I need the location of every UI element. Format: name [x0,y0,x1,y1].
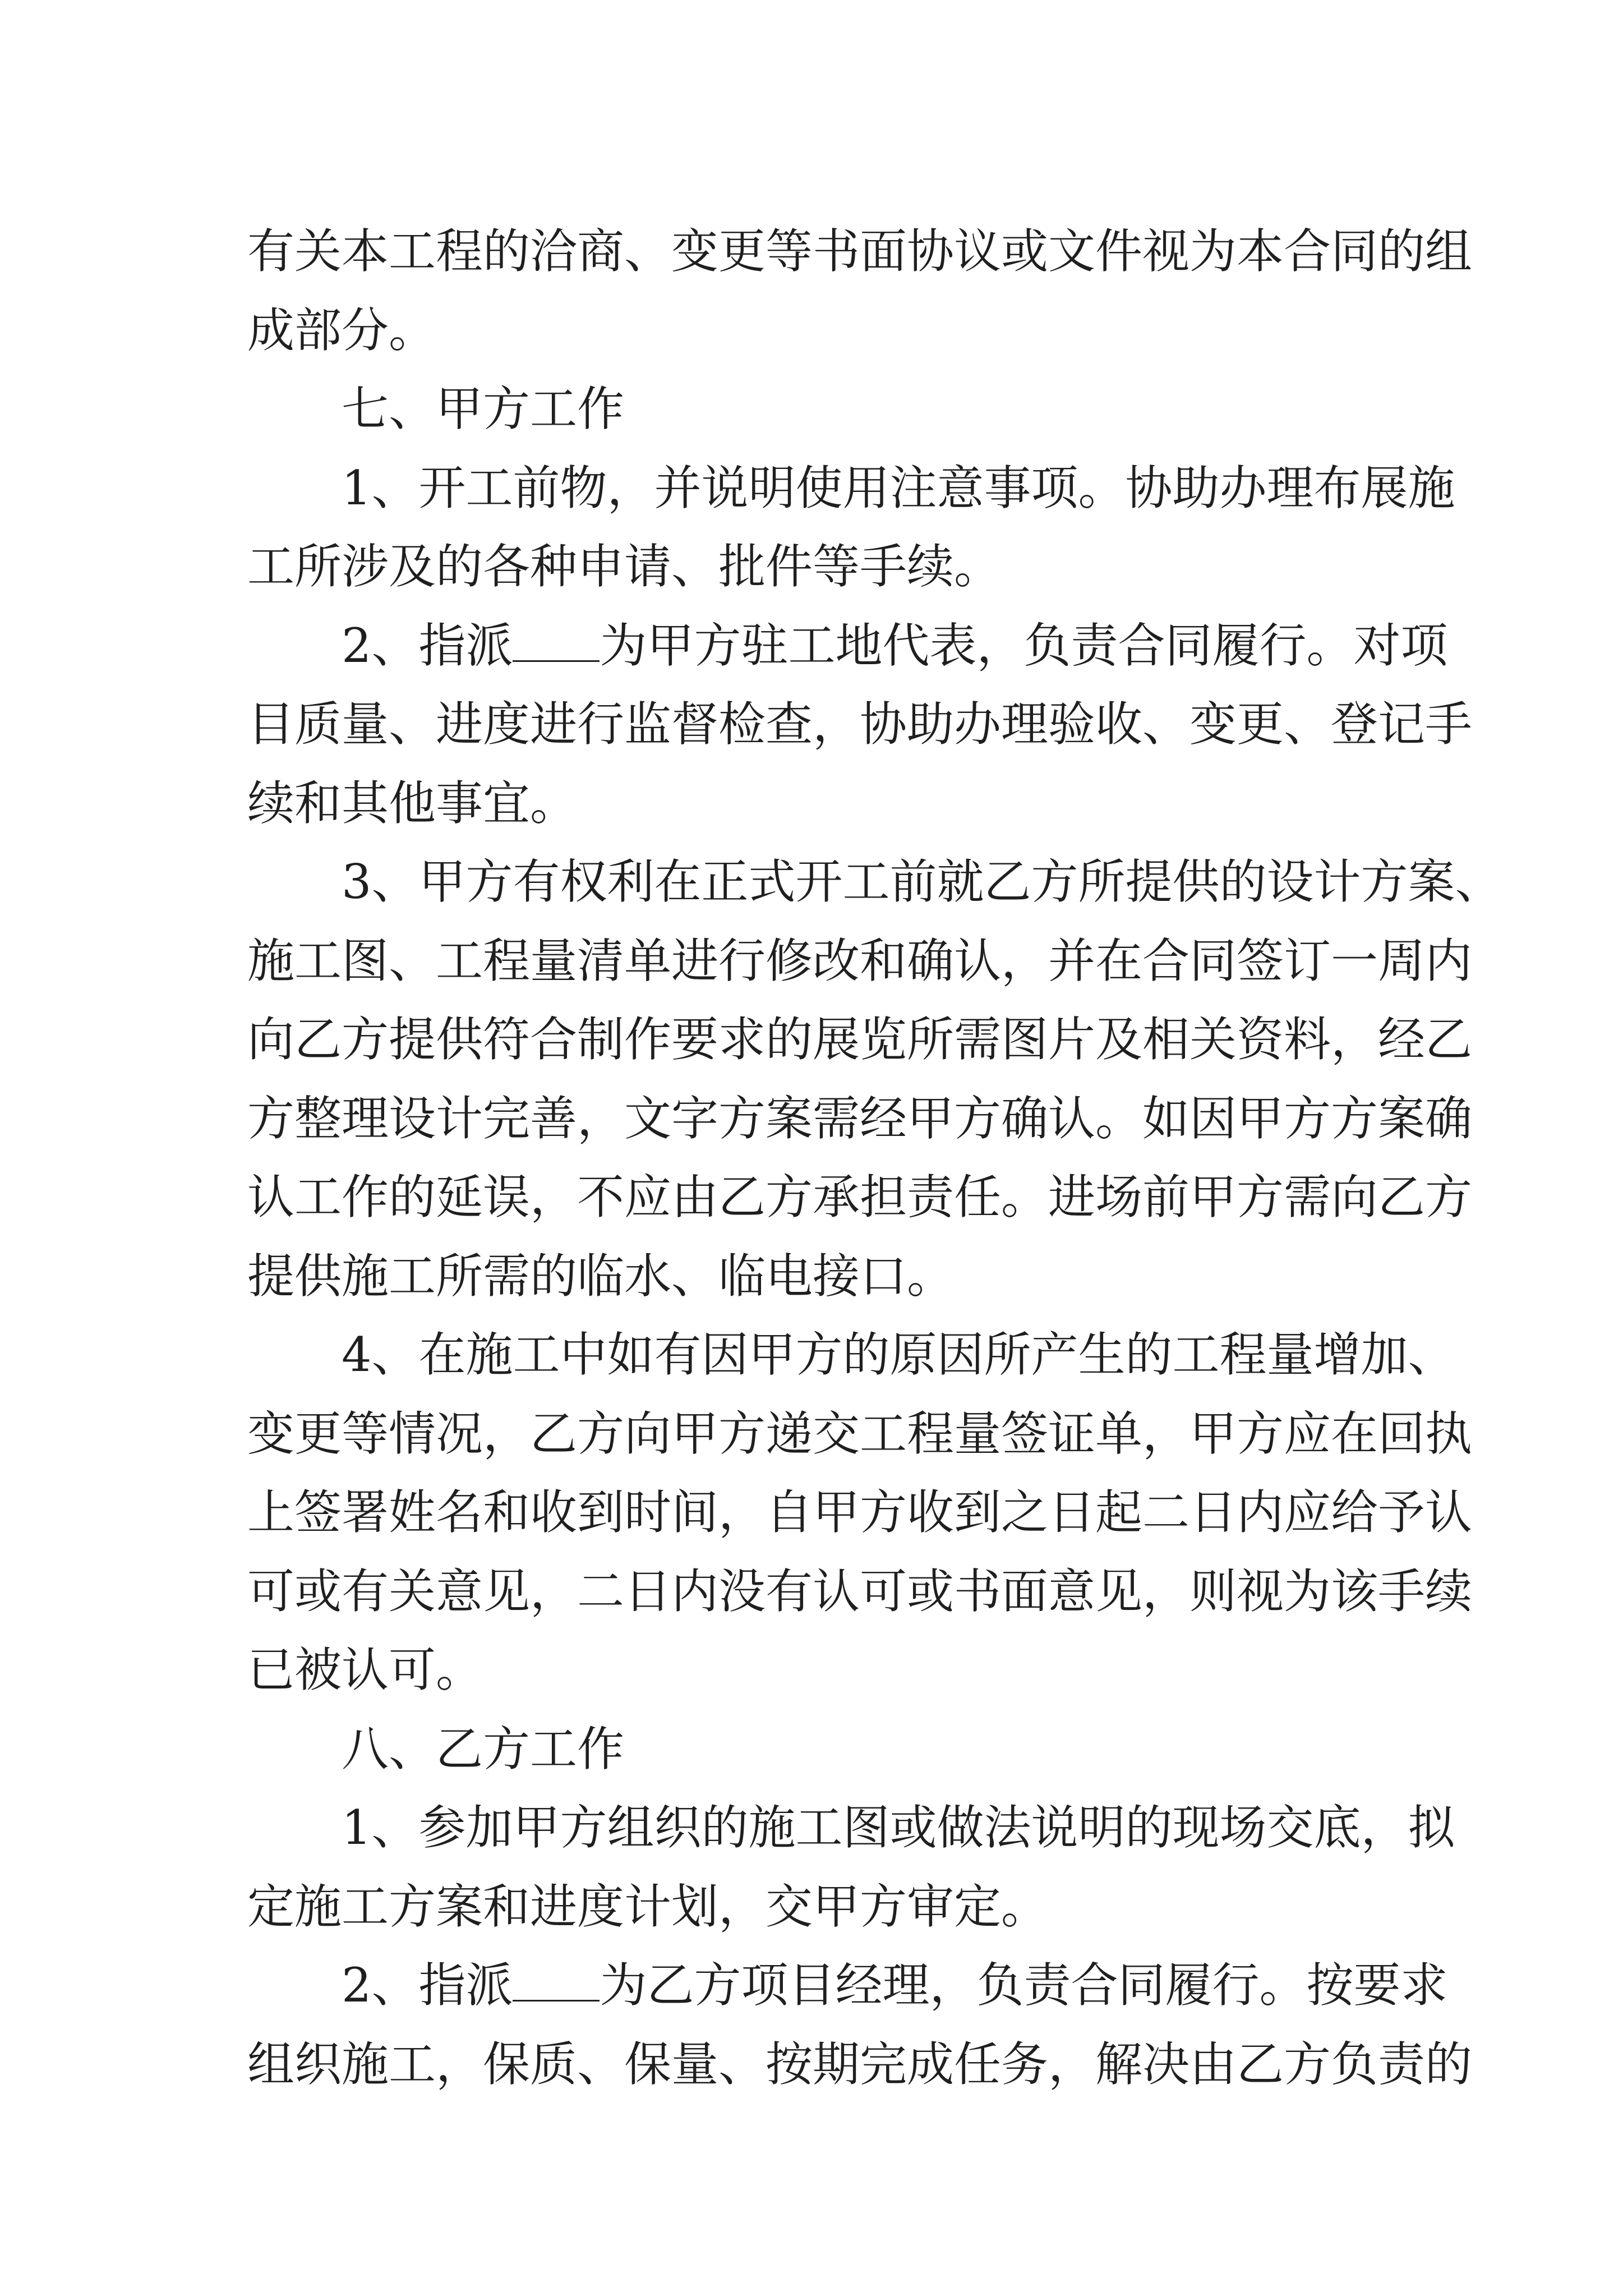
document-body [247,212,1502,2104]
text-line: 认工作的延误，不应由乙方承担责任。进场前甲方需向乙方 [247,1170,1473,1225]
text-segment: 为甲方驻工地代表，负责合同履行。对项 [600,618,1448,673]
text-segment: 为乙方项目经理，负责合同履行。按要求 [600,1958,1448,2013]
text-line: 续和其他事宜。 [247,775,578,831]
text-line: 变更等情况，乙方向甲方递交工程量签证单，甲方应在回执 [247,1406,1473,1461]
fill-in-blank [513,1961,600,2001]
text-line [247,606,1448,685]
paragraph-8-1 [247,1788,1455,1946]
paragraph-7-2 [247,606,1473,843]
text-line: 已被认可。 [247,1642,483,1697]
text-segment: 2、指派 [342,618,513,673]
section-heading-8 [247,1710,1386,1789]
text-line: 向乙方提供符合制作要求的展览所需图片及相关资料，经乙 [247,1012,1473,1067]
paragraph-7-3 [247,843,1502,1315]
text-line: 1、参加甲方组织的施工图或做法说明的现场交底，拟 [342,1800,1455,1855]
section-heading-text: 八、乙方工作 [342,1721,625,1777]
text-line: 3、甲方有权利在正式开工前就乙方所提供的设计方案、 [342,854,1502,909]
fill-in-blank [513,621,600,662]
text-line: 施工图、工程量清单进行修改和确认，并在合同签订一周内 [247,933,1473,988]
text-line: 有关本工程的洽商、变更等书面协议或文件视为本合同的组 [247,224,1473,279]
text-line: 1、开工前物，并说明使用注意事项。协助办理布展施 [342,460,1455,516]
text-line: 工所涉及的各种申请、批件等手续。 [247,539,1002,594]
text-line: 目质量、进度进行监督检查，协助办理验收、变更、登记手 [247,697,1473,752]
text-line: 4、在施工中如有因甲方的原因所产生的工程量增加、 [342,1327,1455,1382]
text-line [247,1946,1448,2025]
section-heading-7 [247,370,1386,449]
paragraph-8-2 [247,1946,1473,2104]
text-line: 方整理设计完善，文字方案需经甲方确认。如因甲方方案确 [247,1091,1473,1146]
text-line: 定施工方案和进度计划，交甲方审定。 [247,1879,1049,1934]
paragraph-7-1 [247,449,1455,606]
text-segment: 2、指派 [342,1958,513,2013]
paragraph-intro [247,212,1473,370]
text-line: 组织施工，保质、保量、按期完成任务，解决由乙方负责的 [247,2036,1473,2092]
text-line: 可或有关意见，二日内没有认可或书面意见，则视为该手续 [247,1563,1473,1619]
text-line: 提供施工所需的临水、临电接口。 [247,1248,955,1304]
text-line: 上签署姓名和收到时间，自甲方收到之日起二日内应给予认 [247,1485,1473,1540]
text-line: 成部分。 [247,302,436,358]
paragraph-7-4 [247,1315,1473,1710]
section-heading-text: 七、甲方工作 [342,381,625,436]
